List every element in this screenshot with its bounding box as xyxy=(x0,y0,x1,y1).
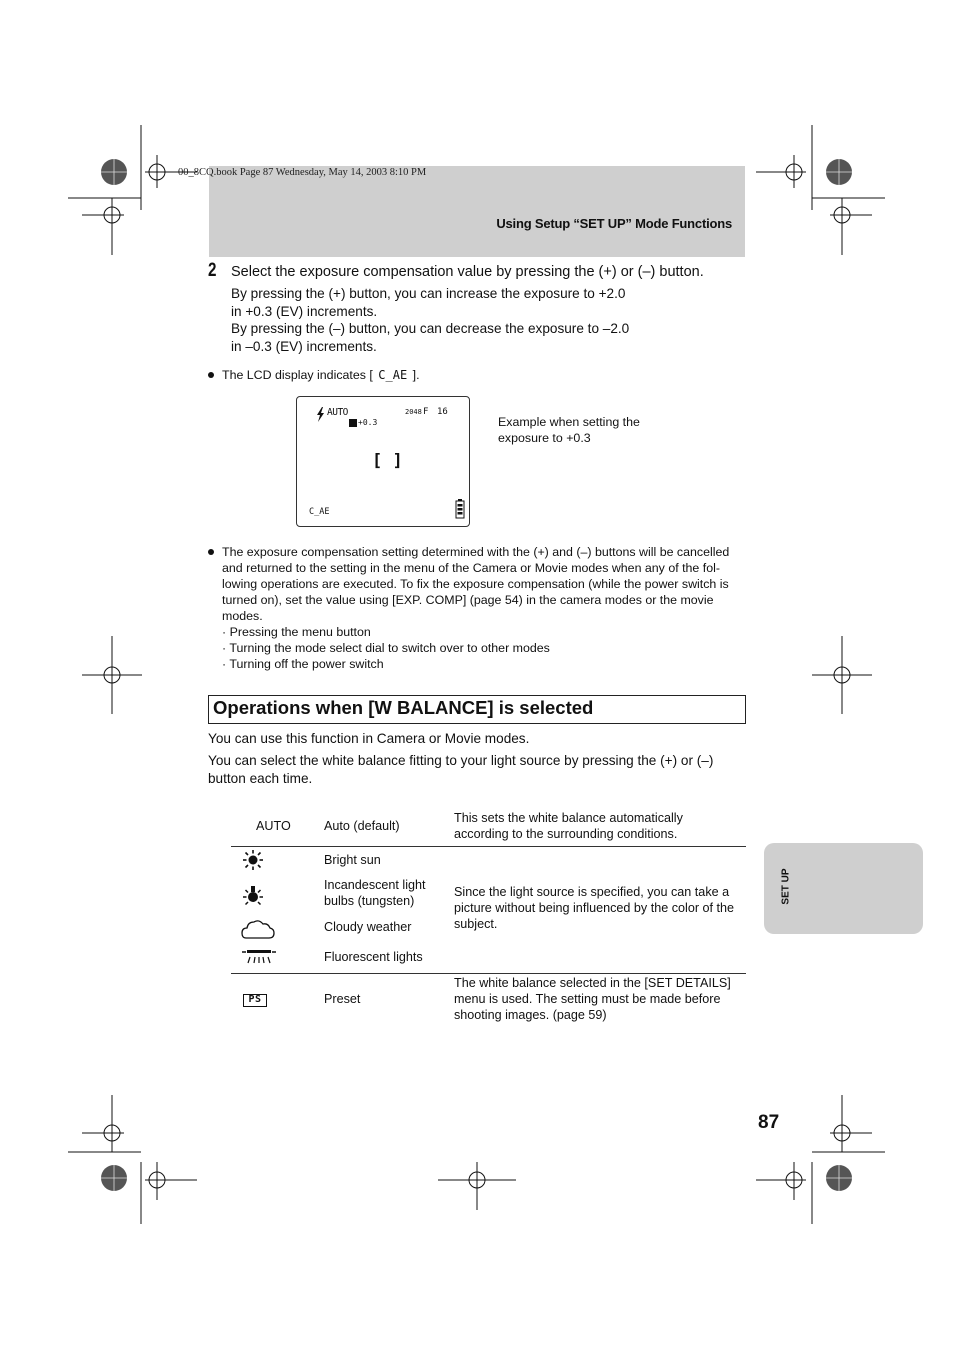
wb-light-name-line: Incandescent light xyxy=(324,878,426,892)
wb-light-name: Bright sun xyxy=(324,853,381,867)
lcd-quality-label: F xyxy=(423,407,429,417)
cancel-note-line: The exposure compensation setting determined with the (+) and (–) buttons will be cancelled xyxy=(222,545,730,559)
cancel-note-line: turned on), set the value using [EXP. COMP] (page 54) in the camera modes or the movie xyxy=(222,593,714,607)
wb-light-name: Cloudy weather xyxy=(324,920,412,934)
wb-desc-line: The white balance selected in the [SET DETAILS] xyxy=(454,976,731,990)
lcd-caption xyxy=(498,414,640,446)
side-tab-label: SET UP xyxy=(780,868,792,905)
bullet-dot xyxy=(208,549,214,555)
header-band xyxy=(209,166,745,257)
book-info-line: 00_8CQ.book Page 87 Wednesday, May 14, 2003 8:10 PM xyxy=(178,167,427,178)
wb-desc-line: shooting images. (page 59) xyxy=(454,1008,607,1022)
step-number: 2 xyxy=(208,260,217,281)
wb-desc-line: This sets the white balance automatically xyxy=(454,811,683,825)
wb-auto-desc xyxy=(454,810,683,842)
table-rule xyxy=(231,846,746,847)
preset-icon: PS xyxy=(243,994,267,1007)
cancel-note xyxy=(222,544,729,672)
page-number: 87 xyxy=(758,1112,780,1133)
lcd-indicator-note xyxy=(222,367,420,383)
cancel-note-line: and returned to the setting in the menu of the Camera or Movie modes when any of the fol- xyxy=(222,561,720,575)
wb-preset-desc xyxy=(454,975,731,1023)
wb-intro-2 xyxy=(208,752,713,787)
step-detail-line: By pressing the (–) button, you can decrease the exposure to –2.0 xyxy=(231,321,630,336)
fluorescent-icon xyxy=(242,950,278,966)
running-header-title: Using Setup “SET UP” Mode Functions xyxy=(496,216,732,231)
battery-icon xyxy=(455,499,465,519)
wb-light-name-line: bulbs (tungsten) xyxy=(324,894,415,908)
wb-intro-line: You can select the white balance fitting to your light source by pressing the (+) or (–) xyxy=(208,753,714,768)
ev-icon xyxy=(349,419,357,427)
lcd-size-label: 2048 xyxy=(405,408,422,416)
lcd-caption-line: Example when setting the xyxy=(498,415,640,429)
focus-frame: [ ] xyxy=(372,451,403,471)
step-detail xyxy=(231,285,629,355)
bulb-icon xyxy=(242,885,264,907)
table-rule xyxy=(231,973,746,974)
wb-table xyxy=(231,800,746,1030)
lcd-ev-value: +0.3 xyxy=(358,418,378,427)
wb-desc-line: according to the surrounding conditions. xyxy=(454,827,678,841)
lcd-mode-label: C_AE xyxy=(309,507,330,517)
wb-intro-1: You can use this function in Camera or Movie modes. xyxy=(208,731,530,746)
wb-auto-name: Auto (default) xyxy=(324,819,400,833)
side-tab-label-wrap xyxy=(779,868,793,908)
flash-icon xyxy=(316,407,325,422)
cancel-item: · Pressing the menu button xyxy=(222,625,371,639)
lcd-display-illustration xyxy=(296,396,470,527)
sun-icon xyxy=(242,850,264,870)
wb-light-desc xyxy=(454,884,734,932)
wb-desc-line: picture without being influenced by the color of the xyxy=(454,901,735,915)
cloud-icon xyxy=(241,918,275,940)
wb-desc-line: menu is used. The setting must be made before xyxy=(454,992,721,1006)
cancel-note-line: lowing operations are executed. To fix the exposure compensation (while the power switch is xyxy=(222,577,729,591)
cancel-note-line: modes. xyxy=(222,609,263,623)
lcd-note-text-end: ]. xyxy=(412,368,420,382)
step-detail-line: By pressing the (+) button, you can increase the exposure to +2.0 xyxy=(231,286,626,301)
step-detail-line: in +0.3 (EV) increments. xyxy=(231,303,378,319)
wb-auto-symbol: AUTO xyxy=(256,819,291,833)
step-instruction: Select the exposure compensation value by pressing the (+) or (–) button. xyxy=(231,264,704,280)
c-ae-icon: C_AE xyxy=(378,368,408,382)
cancel-item: · Turning off the power switch xyxy=(222,657,384,671)
bullet-dot xyxy=(208,372,214,378)
lcd-note-text: The LCD display indicates [ xyxy=(222,368,373,382)
wb-intro-line: button each time. xyxy=(208,770,313,786)
lcd-shot-count: 16 xyxy=(437,407,448,417)
wb-light-name xyxy=(324,877,426,909)
lcd-caption-line: exposure to +0.3 xyxy=(498,431,591,445)
wb-light-name: Fluorescent lights xyxy=(324,950,423,964)
wb-desc-line: subject. xyxy=(454,917,498,931)
step-detail-line: in –0.3 (EV) increments. xyxy=(231,338,377,354)
wb-desc-line: Since the light source is specified, you can take a xyxy=(454,885,730,899)
wb-preset-name: Preset xyxy=(324,992,361,1006)
cancel-item: · Turning the mode select dial to switch over to other modes xyxy=(222,641,550,655)
section-title: Operations when [W BALANCE] is selected xyxy=(213,697,594,718)
lcd-auto-label: AUTO xyxy=(327,407,348,418)
